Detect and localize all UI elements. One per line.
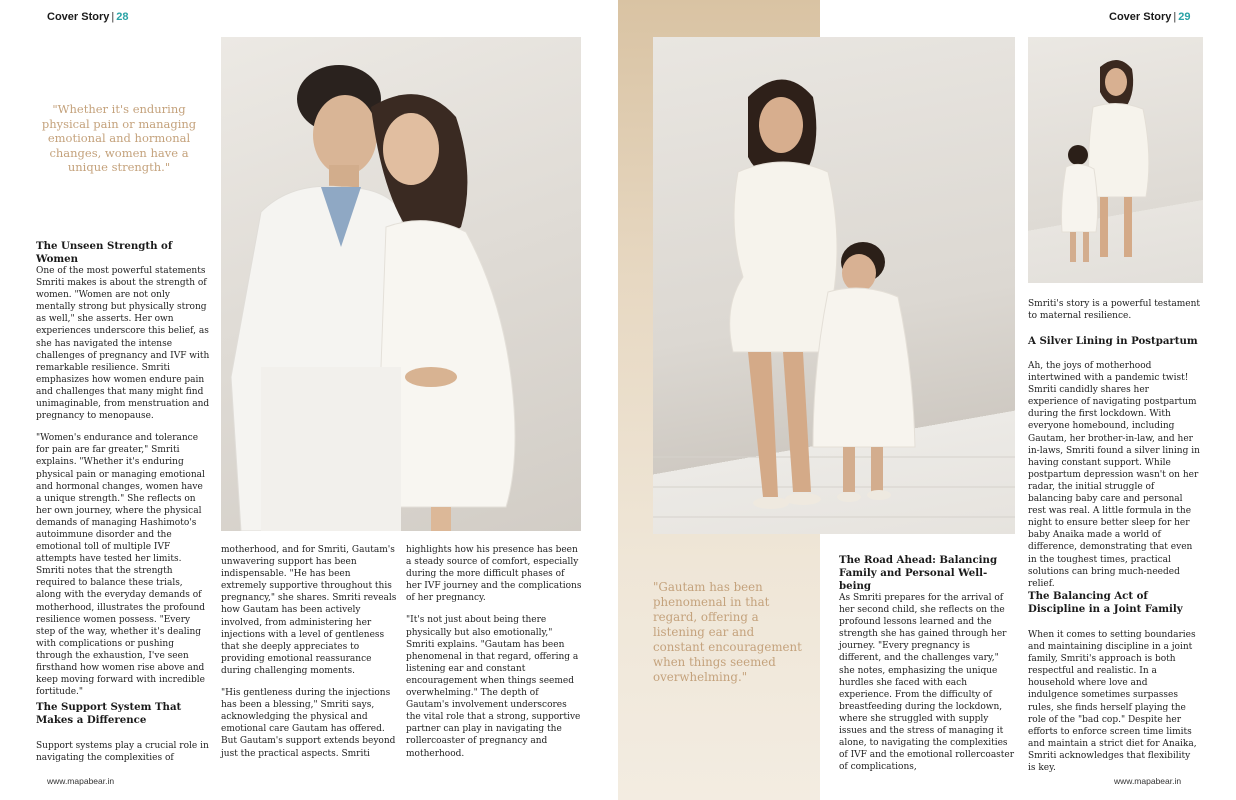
paragraph: As Smriti prepares for the arrival of her second child, she reflects on the profound lessons learned and the strength she has gained through her journey. "Every pregnancy is different, and the challenges vary," she notes, emphasizing the unique hurdles she faced with each experience. From the difficulty of breastfeeding during the lockdown, where she struggled with supply issues and the stress of managing it alone, to navigating the complexities of IVF and the emotional rollercoaster of complications, (839, 593, 1015, 773)
heading-silver-lining: A Silver Lining in Postpartum (1028, 335, 1198, 347)
heading-unseen-strength: The Unseen Strength of Women (36, 240, 173, 265)
right-running-header: Cover Story | 29 (1109, 11, 1191, 23)
pull-quote-left: "Whether it's enduring physical pain or managing emotional and hormonal changes, women have a unique strength." (41, 102, 197, 174)
page-number: 29 (1178, 11, 1191, 23)
couple-illustration (221, 37, 581, 531)
left-footer-url: www.mapabear.in (47, 776, 115, 786)
left-running-header: Cover Story | 28 (47, 11, 129, 23)
paragraph: When it comes to setting boundaries and maintaining discipline in a joint family, Smriti's approach is both respectful and realistic. In a household where love and indulgence sometimes surpasses rules, she finds herself playing the role of the "bad cop." Despite her efforts to enforce screen time limits and maintain a strict diet for Anaika, Smriti acknowledges that flexibility is key. (1028, 630, 1197, 774)
paragraph: Smriti's story is a powerful testament to maternal resilience. (1028, 299, 1201, 322)
small-photo-illustration (1028, 37, 1203, 283)
paragraph: highlights how his presence has been a steady source of comfort, especially during the more difficult phases of her IVF journey and the complications of her pregnancy. (406, 545, 582, 604)
paragraph: "It's not just about being there physically but also emotionally," Smriti explains. "Gautam has been phenomenal in that regard, offering a listening ear and constant encouragement when things seemed overwhelming." The depth of Gautam's involvement underscores the vital role that a strong, supportive partner can play in navigating the rollercoaster of pregnancy and motherhood. (406, 615, 581, 759)
paragraph: "Women's endurance and tolerance for pain are far greater," Smriti explains. "Whether it's enduring physical pain or managing emotional and hormonal changes, women have a unique strength." She reflects on her own journey, where the physical demands of managing Hashimoto's autoimmune disorder and the emotional toll of multiple IVF attempts have tested her limits. Smriti notes that the strength required to balance these trials, along with the everyday demands of motherhood, illustrates the profound resilience women possess. "Every step of the way, whether it's dealing with complications or pushing through the exhaustion, I've seen firsthand how women rise above and keep moving forward with incredible fortitude." (36, 433, 206, 698)
article-column-5 (1028, 360, 1200, 600)
paragraph: motherhood, and for Smriti, Gautam's unwavering support has been indispensable. "He has been extremely supportive throughout this pregnancy," she shares. Smriti reveals how Gautam has been actively involved, from administering her injections with a level of gentleness that she deeply appreciates to providing emotional reassurance during challenging moments. (221, 545, 397, 676)
paragraph: "His gentleness during the injections has been a blessing," Smriti says, acknowledging the physical and emotional care Gautam has offered. But Gautam's support extends beyond just the practical aspects. Smriti (221, 688, 396, 759)
couple-photo (221, 37, 581, 531)
heading-road-ahead: The Road Ahead: Balancing Family and Personal Well-being (839, 554, 998, 592)
pull-quote-right: "Gautam has been phenomenal in that regard, offering a listening ear and constant encouragement when things seemed overwhelming." (653, 580, 802, 684)
article-column-1-tail (36, 740, 210, 774)
mother-daughter-illustration (653, 37, 1015, 534)
article-column-4 (839, 592, 1015, 783)
paragraph: Ah, the joys of motherhood intertwined with a pandemic twist! Smriti candidly shares her experience of navigating postpartum during the first lockdown. With everyone homebound, including Gautam, her brother-in-law, and her in-laws, Smriti found a silver lining in having constant support. While postpartum depression wasn't on her radar, the initial struggle of balancing baby care and personal rest was real. A little formula in the night to ensure better sleep for her baby Anaika made a world of difference, demonstrating that even in the toughest times, practical solutions can bring much-needed relief. (1028, 361, 1200, 589)
paragraph: One of the most powerful statements Smriti makes is about the strength of women. "Women are not only mentally strong but physically strong as well," she asserts. Her own experiences underscore this belief, as she has navigated the intense challenges of pregnancy and IVF with remarkable resilience. Smriti emphasizes how women endure pain and challenges that many might find unimaginable, from menstruation and pregnancy to menopause. (36, 266, 210, 422)
article-column-1 (36, 265, 210, 708)
article-column-3 (406, 544, 582, 770)
right-footer-url: www.mapabear.in (1114, 776, 1182, 786)
small-photo (1028, 37, 1203, 283)
mother-daughter-photo (653, 37, 1015, 534)
page-number: 28 (116, 11, 129, 23)
heading-balancing-act: The Balancing Act of Discipline in a Joint Family (1028, 590, 1183, 615)
article-column-5-intro (1028, 298, 1200, 332)
paragraph: Support systems play a crucial role in navigating the complexities of (36, 741, 209, 764)
heading-support-system: The Support System That Makes a Difference (36, 701, 182, 726)
section-label: Cover Story (1109, 11, 1172, 23)
article-column-5-tail (1028, 629, 1200, 784)
section-label: Cover Story (47, 11, 110, 23)
article-column-2 (221, 544, 397, 770)
